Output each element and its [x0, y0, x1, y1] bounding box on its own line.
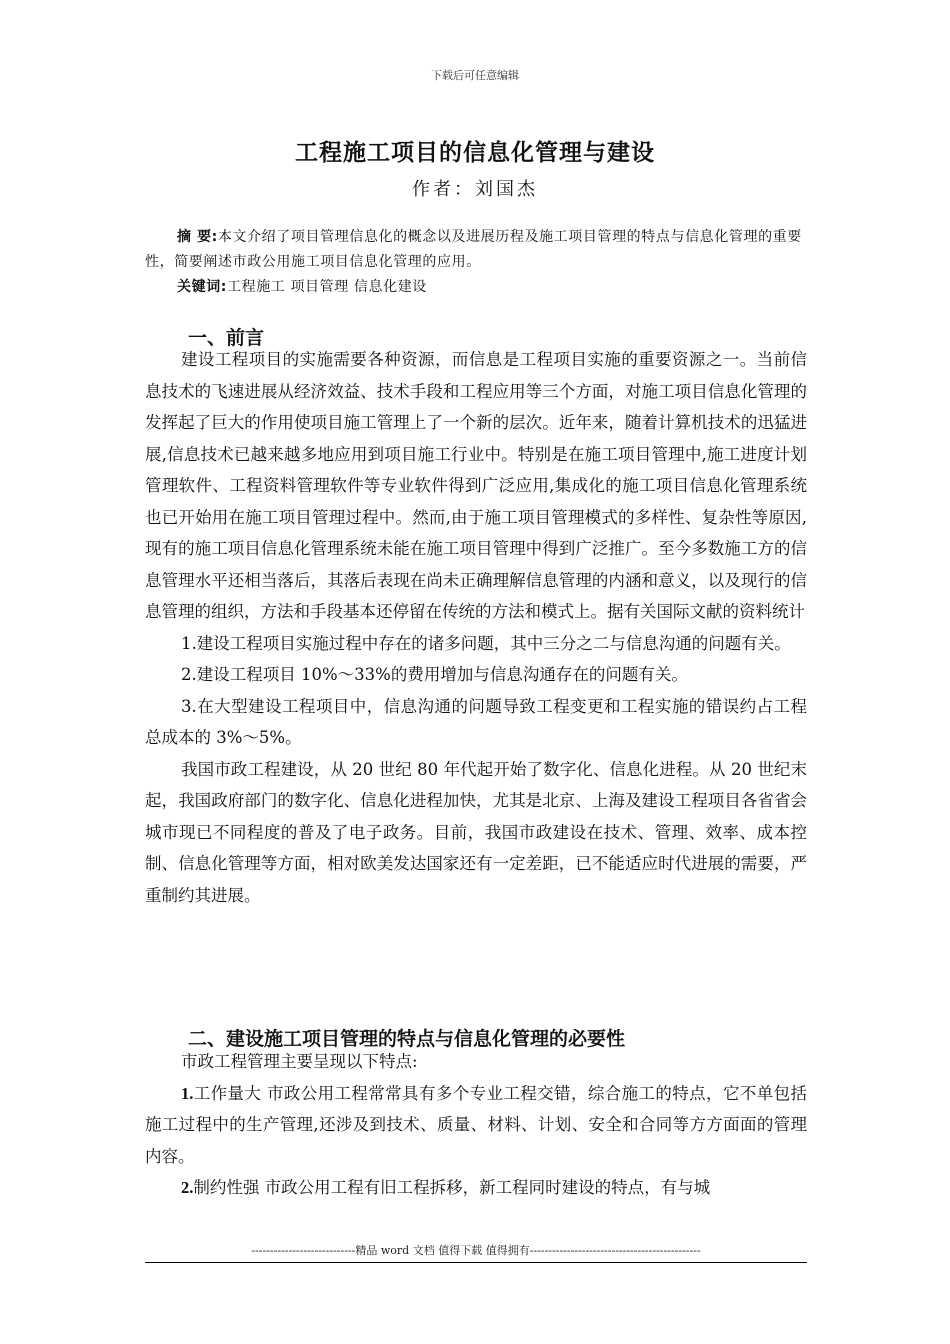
list-item — [145, 1078, 807, 1173]
keywords-text: 工程施工 项目管理 信息化建设 — [227, 279, 427, 295]
list-item: 2.建设工程项目 10%～33%的费用增加与信息沟通存在的问题有关。 — [181, 665, 688, 684]
point-number: 2. — [181, 1178, 194, 1197]
abstract-text: 本文介绍了项目管理信息化的概念以及进展历程及施工项目管理的特点与信息化管理的重要性，简要阐述市政公用施工项目信息化管理的应用。 — [145, 229, 802, 270]
author-line: 作者：刘国杰 — [412, 179, 538, 200]
abstract-paragraph — [145, 225, 807, 275]
list-item: 3.在大型建设工程项目中，信息沟通的问题导致工程变更和工程实施的错误约占工程总成本的 3%～5%。 — [145, 696, 807, 747]
section-heading-2: 二、建设施工项目管理的特点与信息化管理的必要性 — [188, 1028, 626, 1050]
point-text: 工作量大 市政公用工程常常具有多个专业工程交错，综合施工的特点，它不单包括施工过程中的生产管理,还涉及到技术、质量、材料、计划、安全和合同等方方面面的管理内容。 — [145, 1083, 807, 1166]
paragraph: 建设工程项目的实施需要各种资源，而信息是工程项目实施的重要资源之一。当前信息技术的飞速进展从经济效益、技术手段和工程应用等三个方面，对施工项目信息化管理的发挥起了巨大的作用使项目施工管理上了一个新的层次。近年来，随着计算机技术的迅猛进展,信息技术已越来越多地应用到项目施工行业中。特别是在施工项目管理中,施工进度计划管理软件、工程资料管理软件等专业软件得到广泛应用,集成化的施工项目信息化管理系统也已开始用在施工项目管理过程中。然而,由于施工项目管理模式的多样性、复杂性等原因,现有的施工项目信息化管理系统未能在施工项目管理中得到广泛推广。至今多数施工方的信息管理水平还相当落后，其落后表现在尚未正确理解信息管理的内涵和意义，以及现行的信息管理的组织，方法和手段基本还停留在传统的方法和模式上。据有关国际文献的资料统计 — [145, 350, 807, 621]
section-heading-1: 一、前言 — [188, 327, 265, 349]
paragraph: 市政工程管理主要呈现以下特点: — [181, 1052, 418, 1071]
list-item: 1.建设工程项目实施过程中存在的诸多问题，其中三分之二与信息沟通的问题有关。 — [181, 633, 791, 653]
list-item — [145, 1172, 807, 1204]
abstract-block — [145, 225, 807, 300]
point-number: 1. — [181, 1083, 194, 1103]
paragraph: 我国市政工程建设，从 20 世纪 80 年代起开始了数字化、信息化进程。从 20 世纪末起，我国政府部门的数字化、信息化进程加快，尤其是北京、上海及建设工程项目各省省会城市现已不同程度的普及了电子政务。目前，我国市政建设在技术、管理、效率、成本控制、信息化管理等方面，相对欧美发达国家还有一定差距，已不能适应时代进展的需要，严重制约其进展。 — [145, 759, 807, 905]
point-text: 制约性强 市政公用工程有旧工程拆移，新工程同时建设的特点，有与城 — [193, 1178, 711, 1197]
keywords-line — [145, 275, 807, 300]
footer-rule — [145, 1262, 807, 1263]
document-title: 工程施工项目的信息化管理与建设 — [295, 140, 655, 166]
section-1-body — [145, 344, 807, 911]
keywords-label: 关键词: — [177, 279, 227, 295]
section-2-body — [145, 1046, 807, 1204]
header-note: 下载后可任意编辑 — [431, 69, 519, 82]
footer-text: ----------------------------精品 word 文档 值得下载 值得拥有---------------------------------------------- — [251, 1244, 701, 1257]
abstract-label: 摘 要: — [177, 229, 218, 245]
